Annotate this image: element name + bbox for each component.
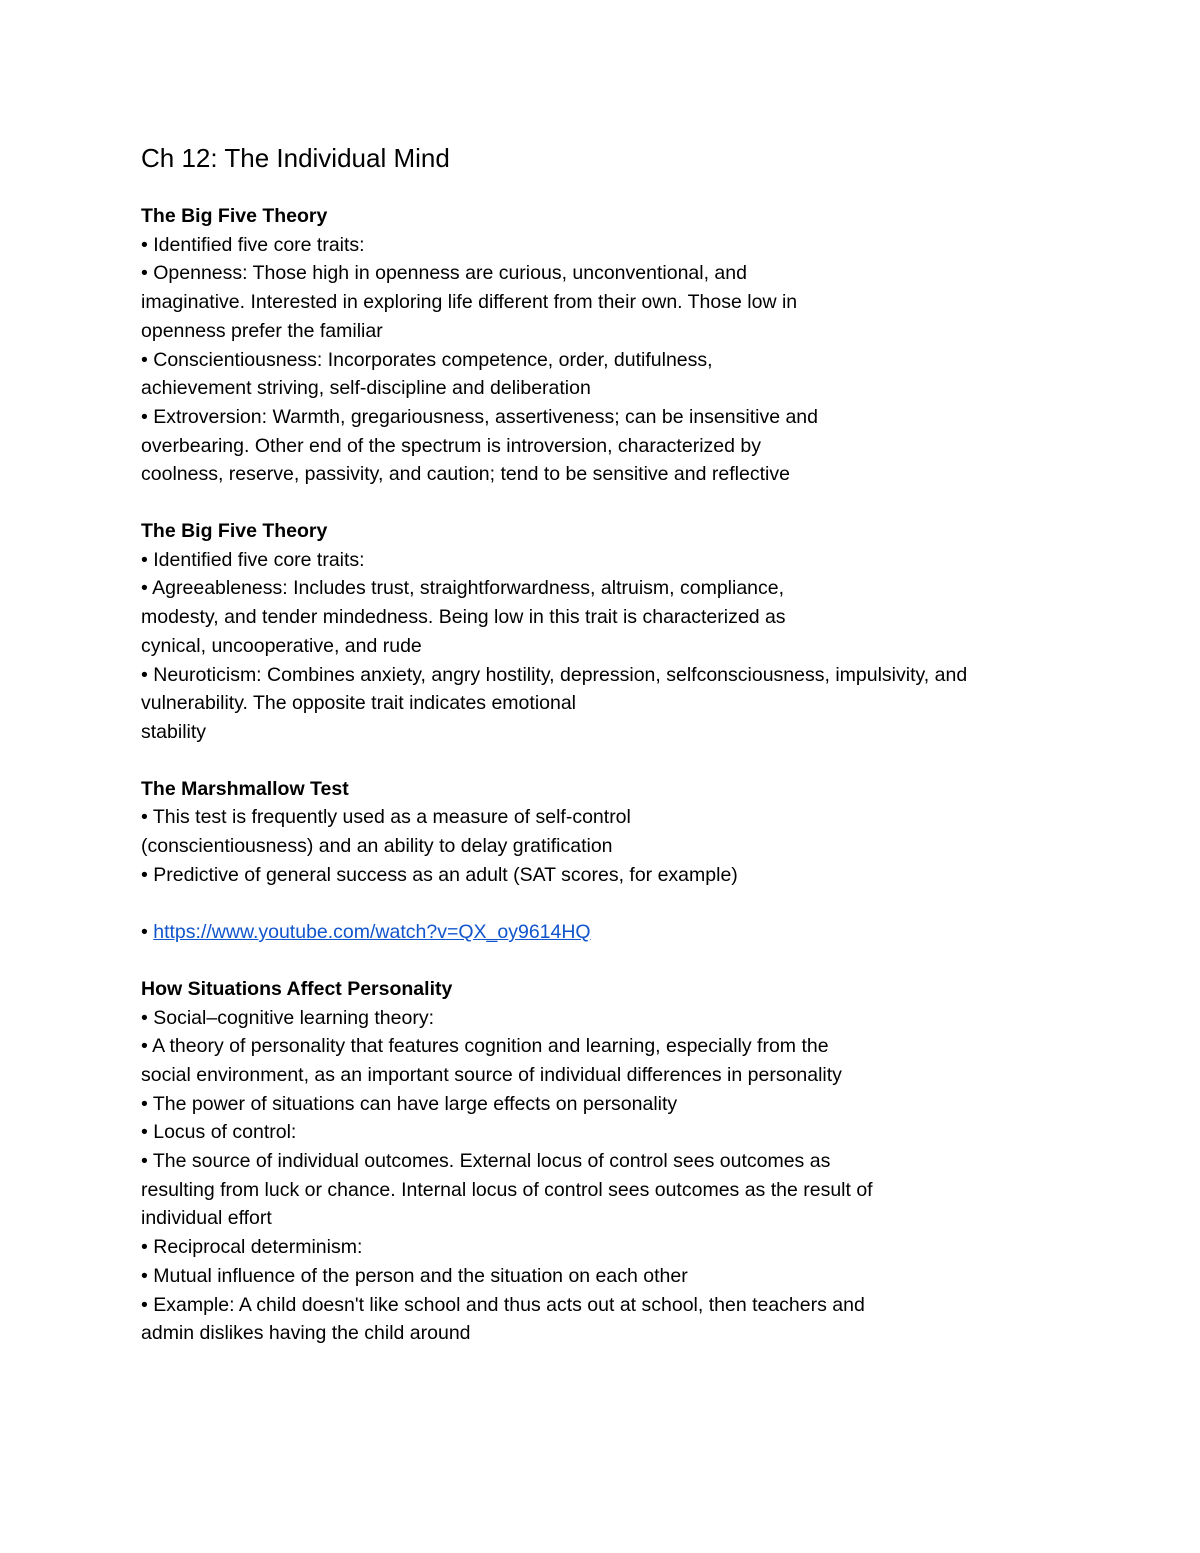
text-line: modesty, and tender mindedness. Being low in this trait is characterized as (141, 606, 786, 629)
text-line: • Neuroticism: Combines anxiety, angry hostility, depression, selfconsciousness, impulsivity, and (141, 663, 968, 686)
text-line: individual effort (141, 1207, 272, 1230)
text-line: social environment, as an important source of individual differences in personality (141, 1063, 842, 1086)
section-big-five-1 (141, 202, 1101, 489)
text-line: • This test is frequently used as a measure of self-control (141, 806, 631, 829)
text-line: • Identified five core traits: (141, 233, 365, 256)
text-line: achievement striving, self-discipline and deliberation (141, 377, 591, 400)
text-line: (conscientiousness) and an ability to delay gratification (141, 835, 613, 858)
text-line: • Extroversion: Warmth, gregariousness, assertiveness; can be insensitive and (141, 405, 818, 428)
text-line: • Agreeableness: Includes trust, straightforwardness, altruism, compliance, (141, 577, 785, 600)
text-line: imaginative. Interested in exploring life different from their own. Those low in (141, 291, 798, 314)
youtube-link[interactable]: https://www.youtube.com/watch?v=QX_oy9614HQ (153, 921, 591, 944)
bullet: • (141, 921, 148, 944)
section-heading: The Marshmallow Test (141, 777, 349, 800)
text-line: • Example: A child doesn't like school and thus acts out at school, then teachers and (141, 1293, 865, 1316)
text-line: cynical, uncooperative, and rude (141, 634, 422, 657)
text-line: • The power of situations can have large effects on personality (141, 1092, 678, 1115)
text-line: • Social–cognitive learning theory: (141, 1006, 434, 1029)
page-title: Ch 12: The Individual Mind (141, 143, 450, 173)
section-heading: How Situations Affect Personality (141, 977, 453, 1000)
text-line: vulnerability. The opposite trait indicates emotional (141, 692, 577, 715)
section-heading: The Big Five Theory (141, 520, 328, 543)
section-marshmallow-test (141, 775, 1101, 947)
text-line: • Reciprocal determinism: (141, 1236, 363, 1259)
text-line: coolness, reserve, passivity, and caution; tend to be sensitive and reflective (141, 463, 790, 486)
section-situations-personality (141, 975, 1101, 1348)
text-line: stability (141, 720, 207, 743)
text-line: resulting from luck or chance. Internal locus of control sees outcomes as the result of (141, 1178, 873, 1201)
text-line: • Mutual influence of the person and the situation on each other (141, 1264, 688, 1287)
text-line: • Openness: Those high in openness are curious, unconventional, and (141, 262, 747, 285)
text-line: overbearing. Other end of the spectrum is introversion, characterized by (141, 434, 761, 457)
section-big-five-2 (141, 517, 1101, 747)
link-line (141, 918, 1101, 947)
document-page (141, 140, 1101, 1376)
text-line: • Predictive of general success as an adult (SAT scores, for example) (141, 863, 738, 886)
text-line: • Identified five core traits: (141, 548, 365, 571)
text-line: admin dislikes having the child around (141, 1322, 471, 1345)
text-line: • A theory of personality that features cognition and learning, especially from the (141, 1035, 829, 1058)
section-heading: The Big Five Theory (141, 205, 328, 227)
text-line: openness prefer the familiar (141, 319, 383, 342)
text-line: • The source of individual outcomes. External locus of control sees outcomes as (141, 1150, 831, 1173)
text-line: • Conscientiousness: Incorporates competence, order, dutifulness, (141, 348, 713, 371)
text-line: • Locus of control: (141, 1121, 297, 1144)
